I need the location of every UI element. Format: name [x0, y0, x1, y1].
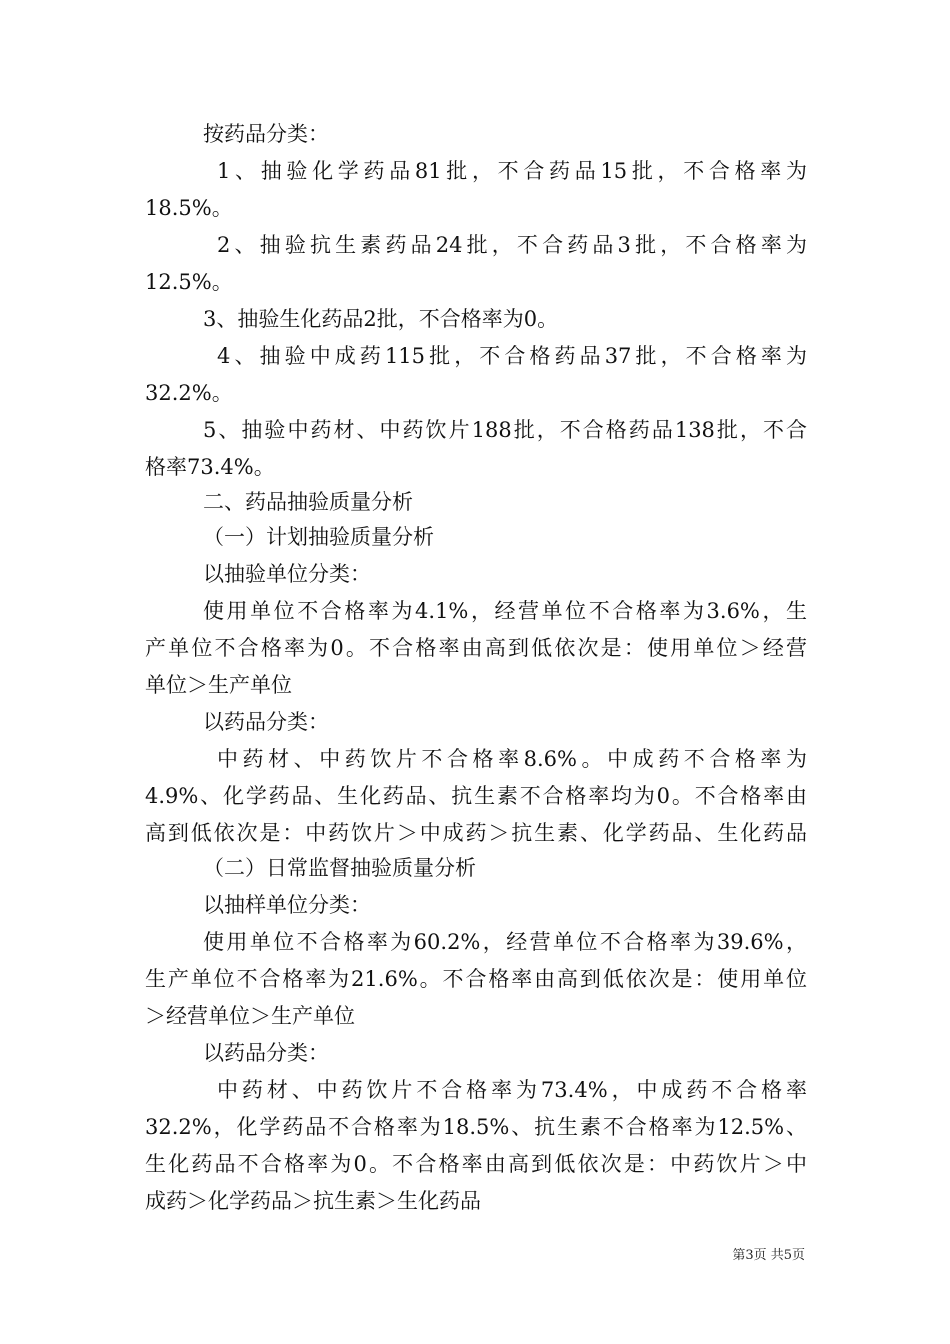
text-line-drug-rates-2-cont: 32.2%，化学药品不合格率为18.5%、抗生素不合格率为12.5%、 — [145, 1115, 807, 1139]
text-line-by-sampling-unit-heading: 以抽样单位分类： — [203, 893, 371, 917]
text-line-item-2: 2、抽验抗生素药品24批，不合药品3批，不合格率为 — [217, 233, 807, 257]
text-line-sampling-unit-rates-end: ＞经营单位＞生产单位 — [145, 1004, 355, 1028]
text-line-item-5: 5、抽验中药材、中药饮片188批，不合格药品138批，不合 — [203, 418, 807, 442]
text-line-drug-rates: 中药材、中药饮片不合格率8.6%。中成药不合格率为 — [217, 747, 807, 771]
page-number: 第3页 共5页 — [732, 1248, 805, 1263]
text-line-item-5-cont: 格率73.4%。 — [145, 455, 275, 479]
text-line-item-2-cont: 12.5%。 — [145, 270, 233, 294]
text-line-drug-rates-2-end: 成药＞化学药品＞抗生素＞生化药品 — [145, 1189, 481, 1213]
text-line-item-4: 4、抽验中成药115批，不合格药品37批，不合格率为 — [217, 344, 807, 368]
text-line-unit-rates-end: 单位＞生产单位 — [145, 673, 292, 697]
text-line-item-3: 3、抽验生化药品2批，不合格率为0。 — [203, 307, 559, 331]
text-line-item-4-cont: 32.2%。 — [145, 381, 233, 405]
subsection-heading-2: （二）日常监督抽验质量分析 — [203, 856, 476, 880]
text-line-drug-rates-2: 中药材、中药饮片不合格率为73.4%，中成药不合格率 — [217, 1078, 807, 1102]
text-line-by-drug-heading-2: 以药品分类： — [203, 1041, 329, 1065]
text-line-unit-rates-cont: 产单位不合格率为0。不合格率由高到低依次是：使用单位＞经营 — [145, 636, 807, 660]
text-line-item-1-cont: 18.5%。 — [145, 196, 233, 220]
text-line-unit-rates: 使用单位不合格率为4.1%，经营单位不合格率为3.6%，生 — [203, 599, 807, 623]
text-line-by-unit-heading: 以抽验单位分类： — [203, 562, 371, 586]
text-line-sampling-unit-rates-cont: 生产单位不合格率为21.6%。不合格率由高到低依次是：使用单位 — [145, 967, 807, 991]
text-line-drug-rates-end: 高到低依次是：中药饮片＞中成药＞抗生素、化学药品、生化药品 — [145, 821, 807, 845]
subsection-heading-1: （一）计划抽验质量分析 — [203, 525, 434, 549]
text-line-by-drug-heading: 以药品分类： — [203, 710, 329, 734]
text-line-drug-rates-2-cont-2: 生化药品不合格率为0。不合格率由高到低依次是：中药饮片＞中 — [145, 1152, 807, 1176]
text-line-item-1: 1、抽验化学药品81批，不合药品15批，不合格率为 — [217, 159, 807, 183]
text-line-sampling-unit-rates: 使用单位不合格率为60.2%，经营单位不合格率为39.6%， — [203, 930, 807, 954]
text-line-drug-rates-cont: 4.9%、化学药品、生化药品、抗生素不合格率均为0。不合格率由 — [145, 784, 807, 808]
section-heading-2: 二、药品抽验质量分析 — [203, 490, 413, 514]
text-line-heading-by-drug: 按药品分类： — [203, 122, 329, 146]
